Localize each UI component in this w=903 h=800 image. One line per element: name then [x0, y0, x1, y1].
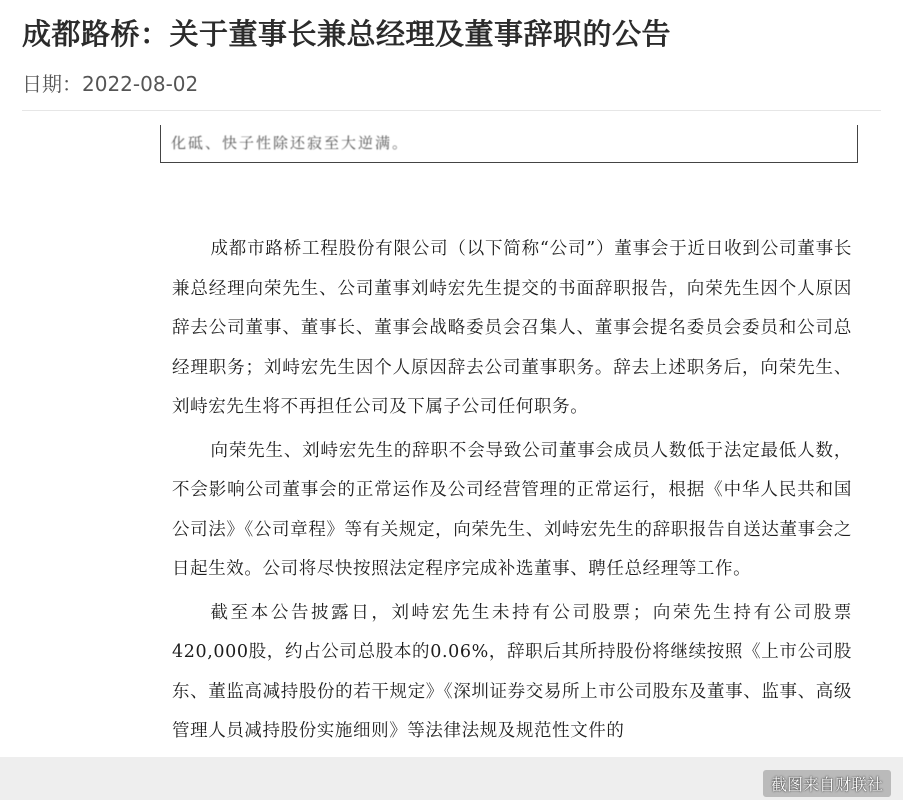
screenshot-watermark: 截图来自财联社 — [763, 770, 891, 797]
page-title: 成都路桥：关于董事长兼总经理及董事辞职的公告 — [22, 17, 672, 51]
paragraph-1: 成都市路桥工程股份有限公司（以下简称“公司”）董事会于近日收到公司董事长兼总经理向荣先生、公司董事刘峙宏先生提交的书面辞职报告，向荣先生因个人原因辞去公司董事、董事长、董事会战略委员会召集人、董事会提名委员会委员和公司总经理职务；刘峙宏先生因个人原因辞去公司董事职务。辞去上述职务后，向荣先生、刘峙宏先生将不再担任公司及下属子公司任何职务。 — [172, 239, 852, 417]
paragraph-2: 向荣先生、刘峙宏先生的辞职不会导致公司董事会成员人数低于法定最低人数，不会影响公司董事会的正常运作及公司经营管理的正常运行，根据《中华人民共和国公司法》《公司章程》等有关规定，向荣先生、刘峙宏先生的辞职报告自送达董事会之日起生效。公司将尽快按照法定程序完成补选董事、聘任总经理等工作。 — [172, 440, 852, 579]
publish-date: 日期：2022-08-02 — [22, 72, 199, 96]
faded-scan-text: 化砥、快子性除还寂至大逆满。 — [171, 134, 410, 152]
document-body — [172, 230, 852, 752]
scanned-document-box — [160, 125, 858, 163]
paragraph-3: 截至本公告披露日，刘峙宏先生未持有公司股票；向荣先生持有公司股票420,000股，约占公司总股本的0.06%，辞职后其所持股份将继续按照《上市公司股东、董监高减持股份的若干规定》《深圳证券交易所上市公司股东及董事、监事、高级管理人员减持股份实施细则》等法律法规及规范性文件的 — [172, 602, 852, 741]
header-divider — [22, 110, 881, 111]
